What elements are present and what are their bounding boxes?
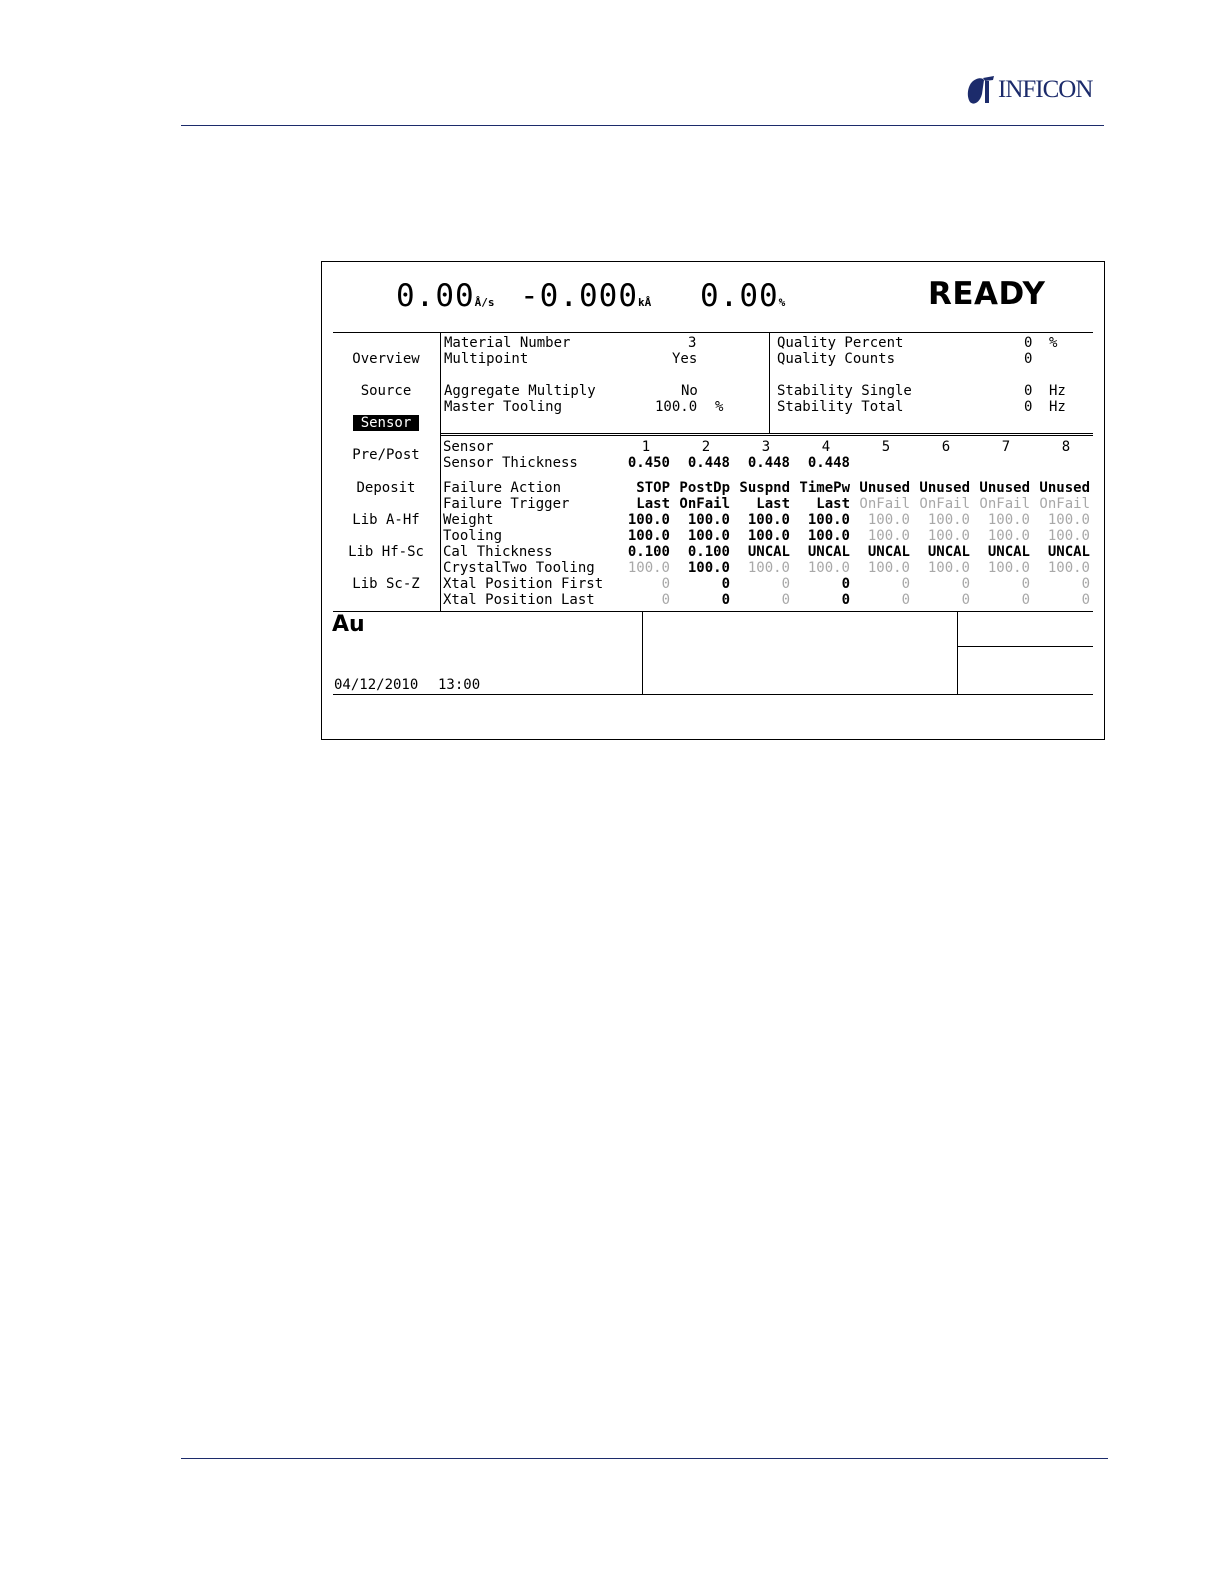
sensor-cell[interactable]: 0 [901, 592, 910, 608]
sensor-cell[interactable]: TimePw [799, 480, 850, 496]
sensor-cell[interactable]: Unused [859, 480, 910, 496]
nav-label: Pre/Post [352, 447, 420, 463]
nav-lib-hf-sc[interactable] [336, 544, 436, 560]
nav-pre-post[interactable] [336, 447, 436, 463]
sensor-column-header: 6 [941, 439, 951, 455]
sensor-cell[interactable]: UNCAL [747, 544, 790, 560]
nav-source[interactable] [336, 383, 436, 399]
inficon-logo-icon [966, 74, 996, 106]
master-tooling-value[interactable]: 100.0 [655, 399, 698, 415]
sensor-cell[interactable]: 100.0 [807, 512, 850, 528]
sensor-cell[interactable]: 0 [721, 576, 730, 592]
rate-unit: Å/s [474, 296, 495, 309]
footer-bottom-rule [333, 694, 1093, 695]
footer-rule [181, 1458, 1108, 1459]
sensor-row-label: Cal Thickness [443, 544, 553, 560]
multipoint-label: Multipoint [444, 351, 529, 367]
quality-percent-label: Quality Percent [777, 335, 904, 351]
aggregate-value[interactable]: No [681, 383, 698, 399]
sensor-divider-b [440, 435, 1093, 436]
sensor-cell[interactable]: UNCAL [927, 544, 970, 560]
sensor-column-header: 8 [1061, 439, 1071, 455]
sensor-cell[interactable]: 0 [1021, 576, 1030, 592]
sensor-cell[interactable]: OnFail [919, 496, 970, 512]
nav-lib-a-hf[interactable] [336, 512, 436, 528]
master-tooling-label: Master Tooling [444, 399, 563, 415]
sensor-cell[interactable]: OnFail [979, 496, 1030, 512]
footer-col-divider-2 [957, 611, 958, 694]
sensor-cell[interactable]: 100.0 [927, 528, 970, 544]
power-unit: % [778, 296, 786, 309]
inficon-logo [966, 74, 1092, 106]
sensor-cell[interactable]: 100.0 [867, 528, 910, 544]
sensor-cell[interactable]: 0 [841, 592, 850, 608]
sensor-cell[interactable]: 100.0 [987, 560, 1030, 576]
sensor-cell[interactable]: 0.448 [807, 455, 850, 471]
sensor-cell[interactable]: Last [816, 496, 850, 512]
footer-time: 13:00 [438, 677, 481, 693]
thickness-unit: kÅ [637, 296, 652, 309]
sensor-cell[interactable]: 0 [1081, 576, 1090, 592]
sensor-cell[interactable]: 100.0 [987, 512, 1030, 528]
rate-readout [396, 278, 495, 314]
header-rule [181, 125, 1104, 126]
quality-counts-label: Quality Counts [777, 351, 896, 367]
nav-label: Overview [352, 351, 420, 367]
nav-lib-sc-z[interactable] [336, 576, 436, 592]
sensor-cell[interactable]: Unused [919, 480, 970, 496]
sensor-cell[interactable]: 100.0 [987, 528, 1030, 544]
stability-single-label: Stability Single [777, 383, 912, 399]
nav-overview[interactable] [336, 351, 436, 367]
footer-col-divider-1 [642, 611, 643, 694]
sensor-cell[interactable]: 0 [661, 592, 670, 608]
stability-single-value[interactable]: 0 [1024, 383, 1033, 399]
sensor-cell[interactable]: 100.0 [687, 560, 730, 576]
sensor-cell[interactable]: 0.448 [747, 455, 790, 471]
sensor-cell[interactable]: UNCAL [987, 544, 1030, 560]
nav-label-active: Sensor [353, 415, 420, 431]
sensor-cell[interactable]: UNCAL [867, 544, 910, 560]
sensor-column-header: 1 [641, 439, 651, 455]
stability-total-value[interactable]: 0 [1024, 399, 1033, 415]
sensor-column-header: 7 [1001, 439, 1011, 455]
multipoint-value[interactable]: Yes [672, 351, 698, 367]
sensor-cell[interactable]: 100.0 [1047, 512, 1090, 528]
sensor-cell[interactable]: OnFail [859, 496, 910, 512]
sensor-divider-a [440, 433, 1093, 434]
sensor-cell[interactable]: 0.100 [687, 544, 730, 560]
sensor-cell[interactable]: STOP [636, 480, 670, 496]
instrument-screen [321, 261, 1105, 740]
sensor-cell[interactable]: 100.0 [627, 560, 670, 576]
sensor-cell[interactable]: 100.0 [747, 512, 790, 528]
sensor-cell[interactable]: Unused [1039, 480, 1090, 496]
master-tooling-unit: % [715, 399, 724, 415]
sensor-cell[interactable]: 0 [901, 576, 910, 592]
sensor-cell[interactable]: 100.0 [927, 560, 970, 576]
quality-percent-unit: % [1049, 335, 1058, 351]
sensor-cell[interactable]: 100.0 [1047, 560, 1090, 576]
sensor-cell[interactable]: 100.0 [867, 560, 910, 576]
sensor-row-label: Tooling [443, 528, 503, 544]
sensor-cell[interactable]: OnFail [679, 496, 730, 512]
material-name: Au [332, 612, 365, 637]
sensor-cell[interactable]: 100.0 [747, 528, 790, 544]
nav-label: Source [360, 383, 412, 399]
quality-counts-value[interactable]: 0 [1024, 351, 1033, 367]
footer-date: 04/12/2010 [334, 677, 419, 693]
sensor-column-header: 5 [881, 439, 891, 455]
sensor-cell[interactable]: Suspnd [739, 480, 790, 496]
stability-single-unit: Hz [1049, 383, 1066, 399]
sensor-cell[interactable]: 100.0 [807, 528, 850, 544]
nav-label: Lib Hf-Sc [348, 544, 424, 560]
sensor-row-label: Xtal Position Last [443, 592, 595, 608]
thickness-value: -0.000 [520, 278, 638, 314]
sensor-cell[interactable]: 100.0 [627, 528, 670, 544]
sensor-cell[interactable]: 0 [1081, 592, 1090, 608]
sensor-cell[interactable]: 100.0 [1047, 528, 1090, 544]
aggregate-label: Aggregate Multiply [444, 383, 596, 399]
sensor-cell[interactable]: 100.0 [687, 528, 730, 544]
nav-divider [440, 332, 441, 611]
sensor-cell[interactable]: 0 [961, 592, 970, 608]
nav-label: Deposit [356, 480, 416, 496]
sensor-cell[interactable]: 100.0 [867, 512, 910, 528]
nav-deposit[interactable] [336, 480, 436, 496]
sensor-row-label: Failure Action [443, 480, 562, 496]
nav-label: Lib Sc-Z [352, 576, 420, 592]
sensor-cell[interactable]: OnFail [1039, 496, 1090, 512]
sensor-cell[interactable]: UNCAL [1047, 544, 1090, 560]
sensor-cell[interactable]: 0 [721, 592, 730, 608]
rate-value: 0.00 [396, 278, 475, 314]
sensor-row-label: CrystalTwo Tooling [443, 560, 595, 576]
power-readout [700, 278, 785, 314]
sensor-header-label: Sensor [443, 439, 494, 455]
material-number-label: Material Number [444, 335, 571, 351]
sensor-cell[interactable]: 0 [661, 576, 670, 592]
sensor-cell[interactable]: 0 [781, 576, 790, 592]
logo-text: INFICON [998, 76, 1093, 103]
stability-total-label: Stability Total [777, 399, 904, 415]
sensor-cell[interactable]: Last [756, 496, 790, 512]
sensor-cell[interactable]: PostDp [679, 480, 730, 496]
sensor-cell[interactable]: 0 [1021, 592, 1030, 608]
material-number-value[interactable]: 3 [688, 335, 697, 351]
sensor-cell[interactable]: 100.0 [747, 560, 790, 576]
sensor-cell[interactable]: 0.100 [627, 544, 670, 560]
sensor-row-label: Failure Trigger [443, 496, 570, 512]
sensor-cell[interactable]: Last [636, 496, 670, 512]
sensor-cell[interactable]: 100.0 [927, 512, 970, 528]
footer-divider [333, 611, 1093, 612]
sensor-cell[interactable]: Unused [979, 480, 1030, 496]
sensor-cell[interactable]: 100.0 [807, 560, 850, 576]
sensor-row-label: Xtal Position First [443, 576, 604, 592]
sensor-cell[interactable]: 0 [841, 576, 850, 592]
sensor-column-header: 4 [821, 439, 831, 455]
status-readout: READY [928, 276, 1046, 312]
footer-right-divider [957, 646, 1093, 647]
sensor-row-label: Weight [443, 512, 494, 528]
sensor-cell[interactable]: UNCAL [807, 544, 850, 560]
sensor-row-label: Sensor Thickness [443, 455, 578, 471]
material-quality-divider [769, 332, 770, 433]
sensor-cell[interactable]: 100.0 [687, 512, 730, 528]
sensor-cell[interactable]: 0 [781, 592, 790, 608]
sensor-column-header: 3 [761, 439, 771, 455]
stability-total-unit: Hz [1049, 399, 1066, 415]
power-value: 0.00 [700, 278, 779, 314]
sensor-cell[interactable]: 0.448 [687, 455, 730, 471]
sensor-cell[interactable]: 100.0 [627, 512, 670, 528]
readout-divider [333, 332, 1093, 333]
thickness-readout [520, 278, 651, 314]
sensor-cell[interactable]: 0 [961, 576, 970, 592]
nav-label: Lib A-Hf [352, 512, 420, 528]
nav-sensor[interactable] [336, 415, 436, 431]
sensor-column-header: 2 [701, 439, 711, 455]
sensor-cell[interactable]: 0.450 [627, 455, 670, 471]
quality-percent-value[interactable]: 0 [1024, 335, 1033, 351]
